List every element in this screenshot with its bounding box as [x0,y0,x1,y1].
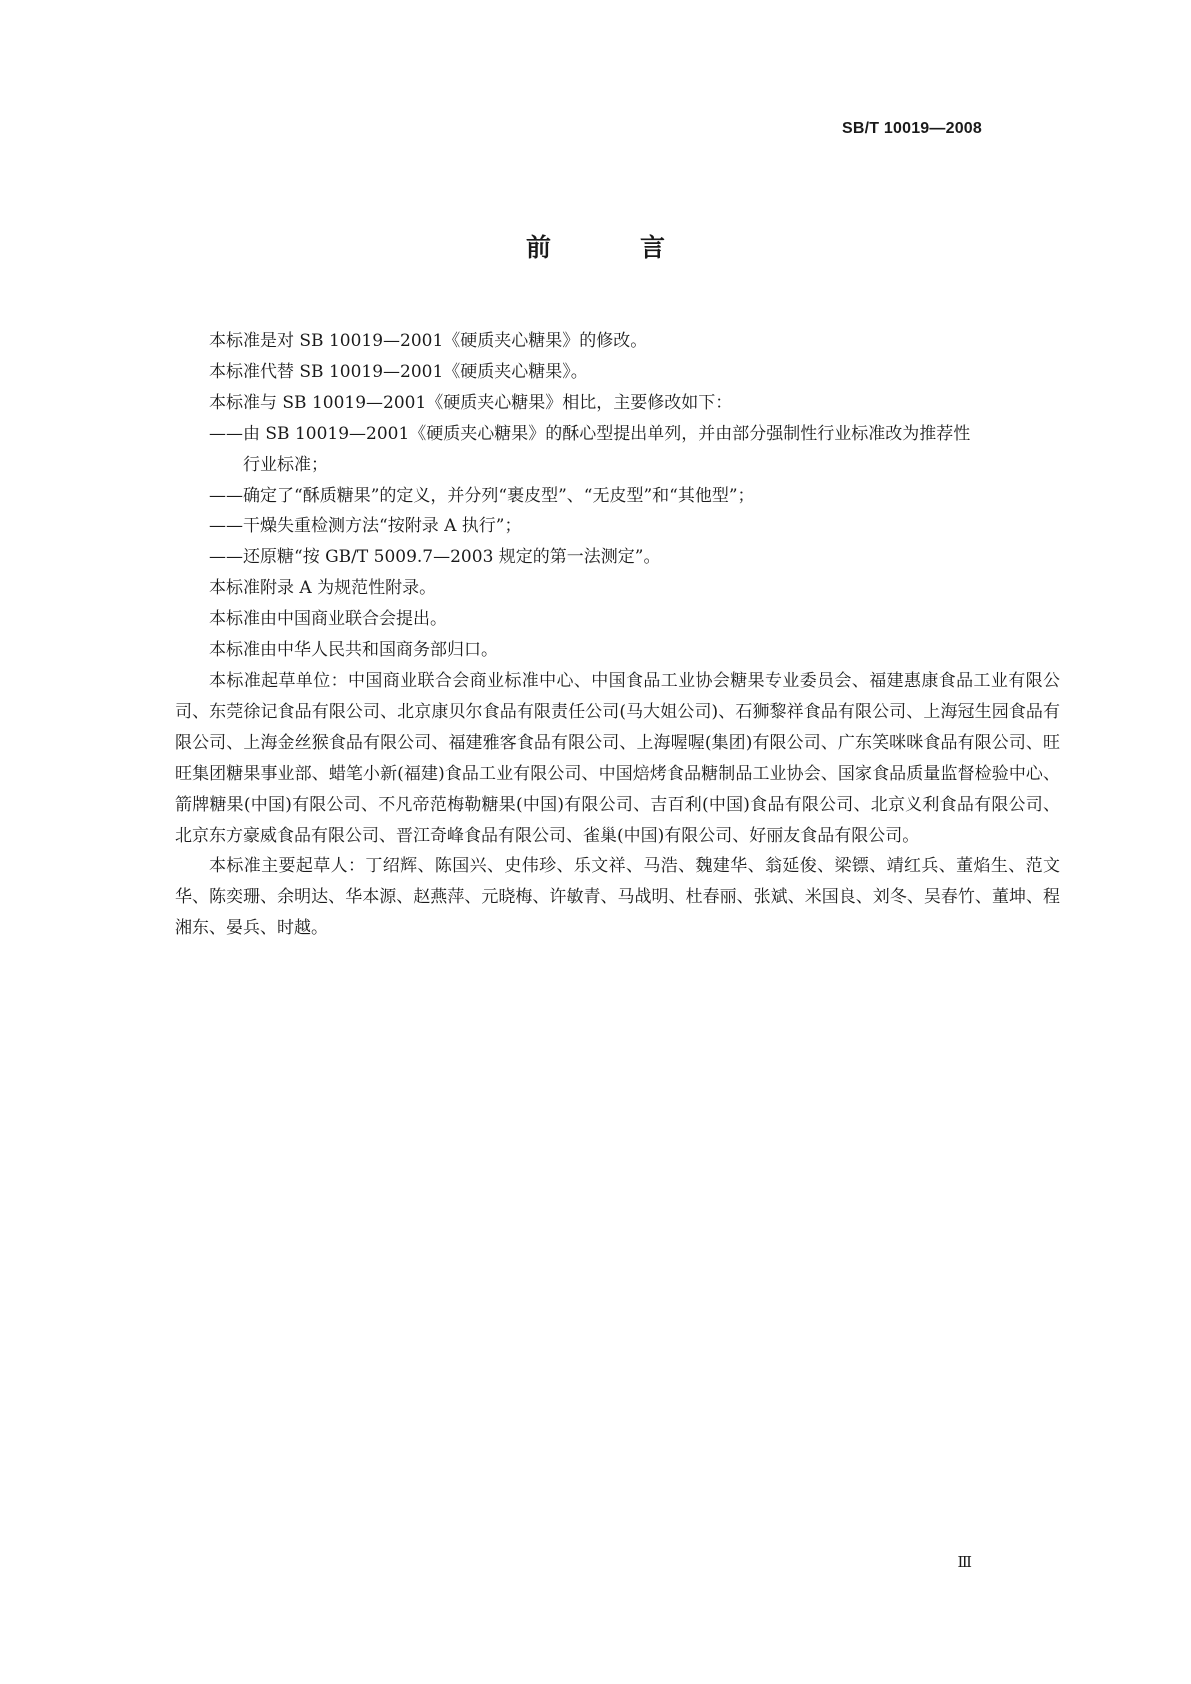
change-item-2: ——确定了“酥质糖果”的定义，并分列“裹皮型”、“无皮型”和“其他型”； [209,485,755,506]
foreword-body [175,326,1060,944]
paragraph-replaces: 本标准代替 SB 10019—2001《硬质夹心糖果》。 [209,361,588,382]
change-item-1: ——由 SB 10019—2001《硬质夹心糖果》的酥心型提出单列，并由部分强制性行业标准改为推荐性 [209,423,971,444]
paragraph-drafters: 本标准主要起草人：丁绍辉、陈国兴、史伟珍、乐文祥、马浩、魏建华、翁延俊、梁镖、靖红兵、董焰生、范文华、陈奕珊、余明达、华本源、赵燕萍、元晓梅、许敏青、马战明、杜春丽、张斌、米国良、刘冬、吴春竹、董坤、程湘东、晏兵、时越。 [175,856,1060,939]
paragraph-appendix: 本标准附录 A 为规范性附录。 [209,578,437,599]
change-item-4: ——还原糖“按 GB/T 5009.7—2003 规定的第一法测定”。 [209,547,661,568]
change-item-3: ——干燥失重检测方法“按附录 A 执行”； [209,516,522,537]
page-number: Ⅲ [957,1553,972,1571]
paragraph-centralized-by: 本标准由中华人民共和国商务部归口。 [209,640,498,661]
paragraph-proposed-by: 本标准由中国商业联合会提出。 [209,609,447,630]
paragraph-drafting-units: 本标准起草单位：中国商业联合会商业标准中心、中国食品工业协会糖果专业委员会、福建惠康食品工业有限公司、东莞徐记食品有限公司、北京康贝尔食品有限责任公司(马大姐公司)、石狮黎祥食品有限公司、上海冠生园食品有限公司、上海金丝猴食品有限公司、福建雅客食品有限公司、上海喔喔(集团)有限公司、广东笑咪咪食品有限公司、旺旺集团糖果事业部、蜡笔小新(福建)食品工业有限公司、中国焙烤食品糖制品工业协会、国家食品质量监督检验中心、箭牌糖果(中国)有限公司、不凡帝范梅勒糖果(中国)有限公司、吉百利(中国)食品有限公司、北京义利食品有限公司、北京东方豪威食品有限公司、晋江奇峰食品有限公司、雀巢(中国)有限公司、好丽友食品有限公司。 [175,670,1060,846]
page-title: 前 言 [525,233,697,262]
paragraph-changes-intro: 本标准与 SB 10019—2001《硬质夹心糖果》相比，主要修改如下： [209,392,733,413]
paragraph-modification: 本标准是对 SB 10019—2001《硬质夹心糖果》的修改。 [209,331,648,351]
change-item-1-continued: 行业标准； [243,454,328,475]
standard-code: SB/T 10019—2008 [842,120,982,137]
